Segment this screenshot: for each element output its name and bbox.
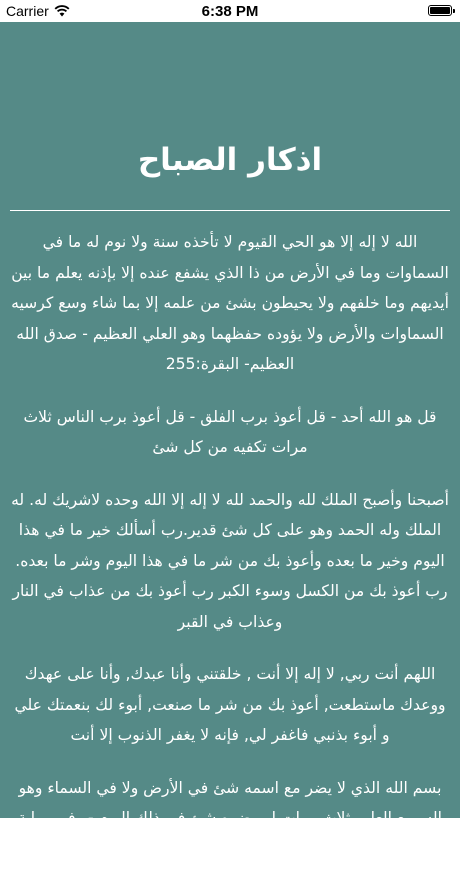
status-bar [0,0,460,22]
zikr-item: الله لا إله إلا هو الحي القيوم لا تأخذه سنة ولا نوم له ما في السماوات وما في الأرض من ذا الذي يشفع عنده إلا بإذنه يعلم ما بين أيديهم وما خلفهم ولا يحيطون بشئ من علمه إلا بما شاء وسع كرسيه السماوات والأرض ولا يؤوده حفظهما وهو العلي العظيم - صدق الله العظيم- البقرة:255 [11,233,449,373]
azkar-list[interactable] [10,227,450,886]
zikr-item: أصبحنا وأصبح الملك لله والحمد لله لا إله إلا الله وحده لاشريك له. له الملك وله الحمد وهو على كل شئ قدير.رب أسألك خير ما في هذا اليوم وخير ما بعده وأعوذ بك من شر ما في هذا اليوم وشر ما بعده. رب أعوذ بك من الكسل وسوء الكبر رب أعوذ بك من عذاب في النار وعذاب في القبر [11,490,449,631]
zikr-item: اللهم أنت ربي, لا إله إلا أنت , خلقتني وأنا عبدك, وأنا على عهدك ووعدك ماستطعت, أعوذ بك من شر ما صنعت, أبوء لك بنعمتك علي و أبوء بذنبي فاغفر لي, فإنه لا يغفر الذنوب إلا أنت [14,665,446,744]
azkar-screen[interactable] [0,22,460,858]
status-time: 6:38 PM [201,3,259,20]
zikr-item: قل هو الله أحد - قل أعوذ برب الفلق - قل أعوذ برب الناس ثلاث مرات تكفيه من كل شئ [23,407,437,456]
carrier-label: Carrier [6,3,49,19]
battery-level [430,7,450,14]
zikr-item: بسم الله الذي لا يضر مع اسمه شئ في الأرض ولا في السماء وهو السميع العليم ثلاث مرات لم يضره شئ في ذلك اليوم - وفي رواية لم تصبه فجأة بلاء [18,778,442,858]
page-title: اذكار الصباح [137,142,323,178]
battery-icon [428,5,452,16]
title-divider [10,210,450,211]
